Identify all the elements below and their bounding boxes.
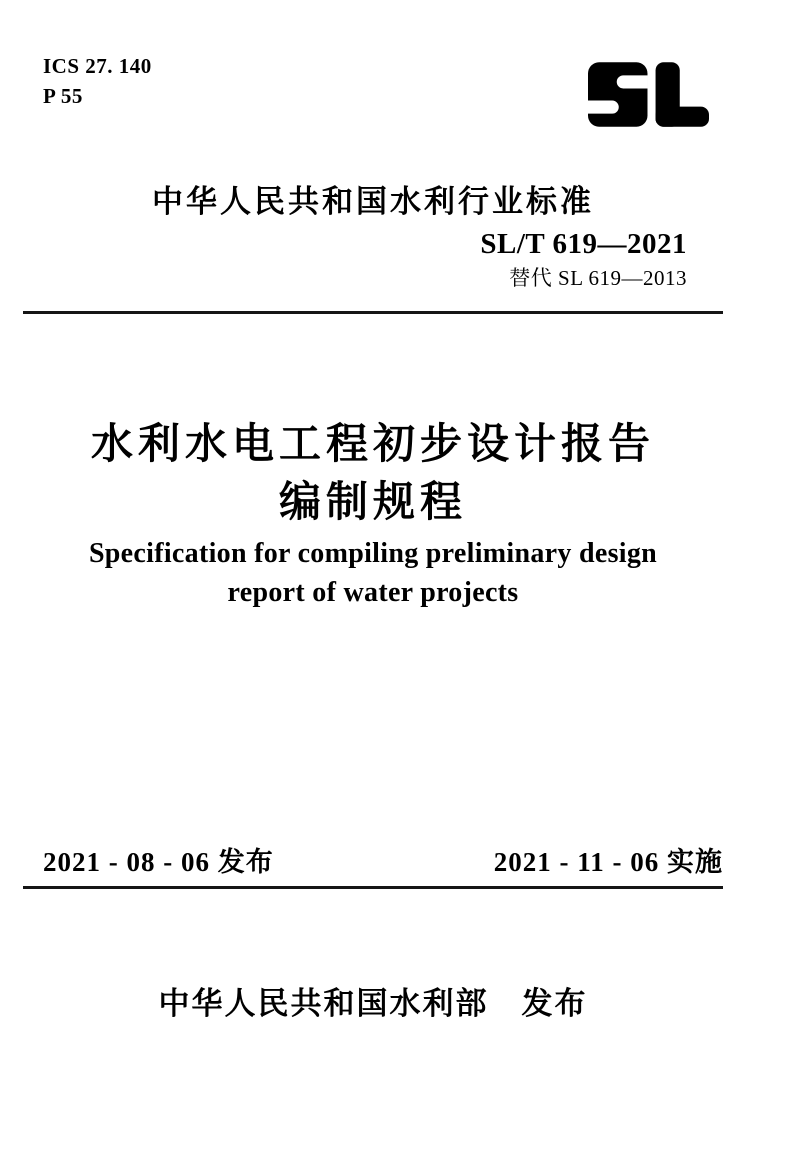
standard-number: SL/T 619—2021	[480, 228, 687, 260]
sl-logo	[588, 62, 709, 127]
standard-number-block	[480, 229, 687, 290]
implement-date: 2021 - 11 - 06 实施	[493, 847, 723, 877]
title-english	[23, 534, 723, 612]
bottom-rule	[23, 886, 723, 889]
title-english-line1: Specification for compiling preliminary design	[88, 538, 658, 569]
title-chinese	[23, 415, 723, 531]
p-class-code: P 55	[43, 83, 83, 108]
issue-date: 2021 - 08 - 06 发布	[43, 847, 274, 877]
title-chinese-line2: 编制规程	[278, 477, 467, 525]
classification-codes	[43, 52, 152, 112]
dates-row	[43, 840, 723, 879]
top-rule	[23, 311, 723, 314]
ics-code: ICS 27. 140	[43, 54, 152, 78]
title-english-line2: report of water projects	[227, 577, 519, 609]
standard-heading: 中华人民共和国水利行业标准	[152, 184, 594, 219]
publisher-line: 中华人民共和国水利部 发布	[158, 986, 588, 1021]
replaces-note: 替代 SL 619—2013	[509, 265, 687, 290]
sl-logo-icon	[588, 62, 709, 127]
title-chinese-line1: 水利水电工程初步设计报告	[90, 420, 655, 467]
